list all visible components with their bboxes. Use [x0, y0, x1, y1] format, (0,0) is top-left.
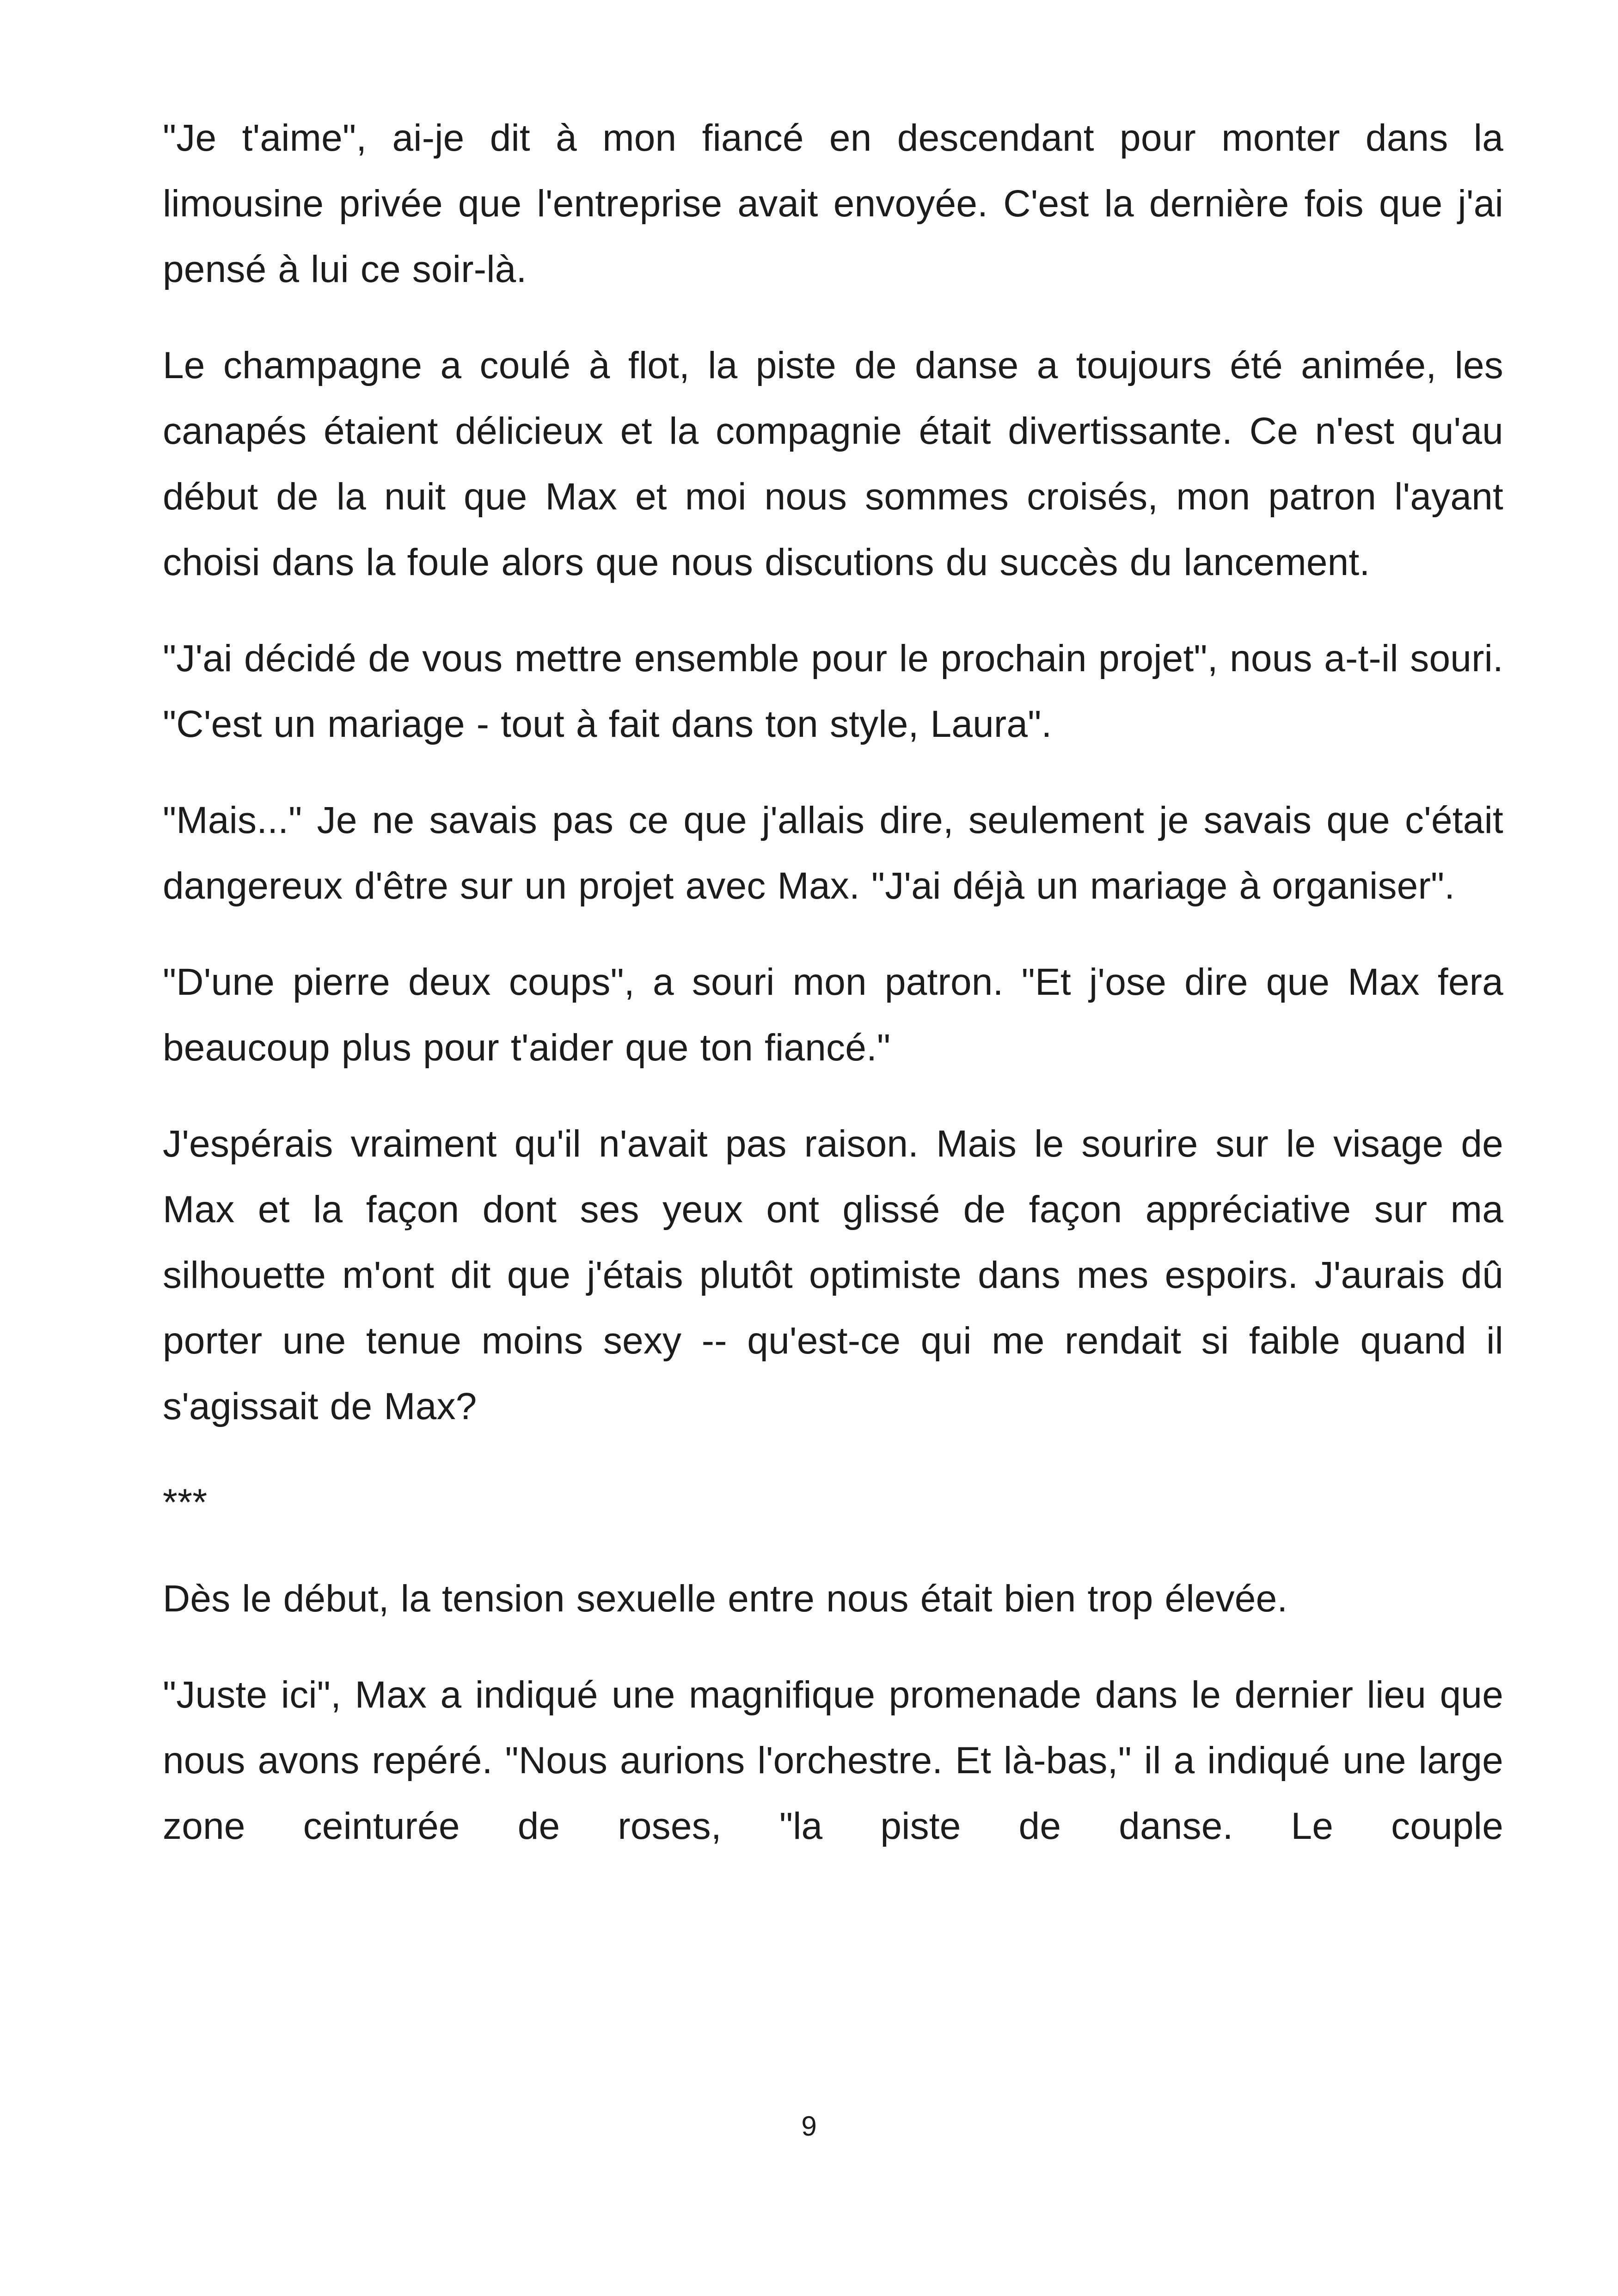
paragraph-2: Le champagne a coulé à flot, la piste de danse a toujours été animée, les canapés étaient délicieux et la compagnie était divertissante. Ce n'est qu'au début de la nuit que Max et moi nous sommes croisés, mon patron l'ayant choisi dans la foule alors que nous discutions du succès du lancement.: [163, 344, 1503, 583]
page-number: 9: [801, 2111, 817, 2142]
paragraph-6: J'espérais vraiment qu'il n'avait pas raison. Mais le sourire sur le visage de Max et la façon dont ses yeux ont glissé de façon appréciative sur ma silhouette m'ont dit que j'étais plutôt optimiste dans mes espoirs. J'aurais dû porter une tenue moins sexy -- qu'est-ce qui me rendait si faible quand il s'agissait de Max?: [163, 1123, 1503, 1427]
paragraph-7: Dès le début, la tension sexuelle entre nous était bien trop élevée.: [163, 1578, 1288, 1620]
scene-break: ***: [163, 1482, 208, 1524]
paragraph-5: "D'une pierre deux coups", a souri mon patron. "Et j'ose dire que Max fera beaucoup plus pour t'aider que ton fiancé.": [163, 961, 1503, 1069]
paragraph-4: "Mais..." Je ne savais pas ce que j'allais dire, seulement je savais que c'était dangereux d'être sur un projet avec Max. "J'ai déjà un mariage à organiser".: [163, 799, 1503, 907]
paragraph-3: "J'ai décidé de vous mettre ensemble pour le prochain projet", nous a-t-il souri. "C'est un mariage - tout à fait dans ton style, Laura".: [163, 637, 1503, 745]
body-text: [163, 105, 1503, 1890]
paragraph-1: "Je t'aime", ai-je dit à mon fiancé en descendant pour monter dans la limousine privée que l'entreprise avait envoyée. C'est la dernière fois que j'ai pensé à lui ce soir-là.: [163, 117, 1503, 290]
paragraph-8: "Juste ici", Max a indiqué une magnifique promenade dans le dernier lieu que nous avons repéré. "Nous aurions l'orchestre. Et là-bas," il a indiqué une large zone ceinturée de roses, "la piste de danse. Le couple: [163, 1674, 1503, 1847]
